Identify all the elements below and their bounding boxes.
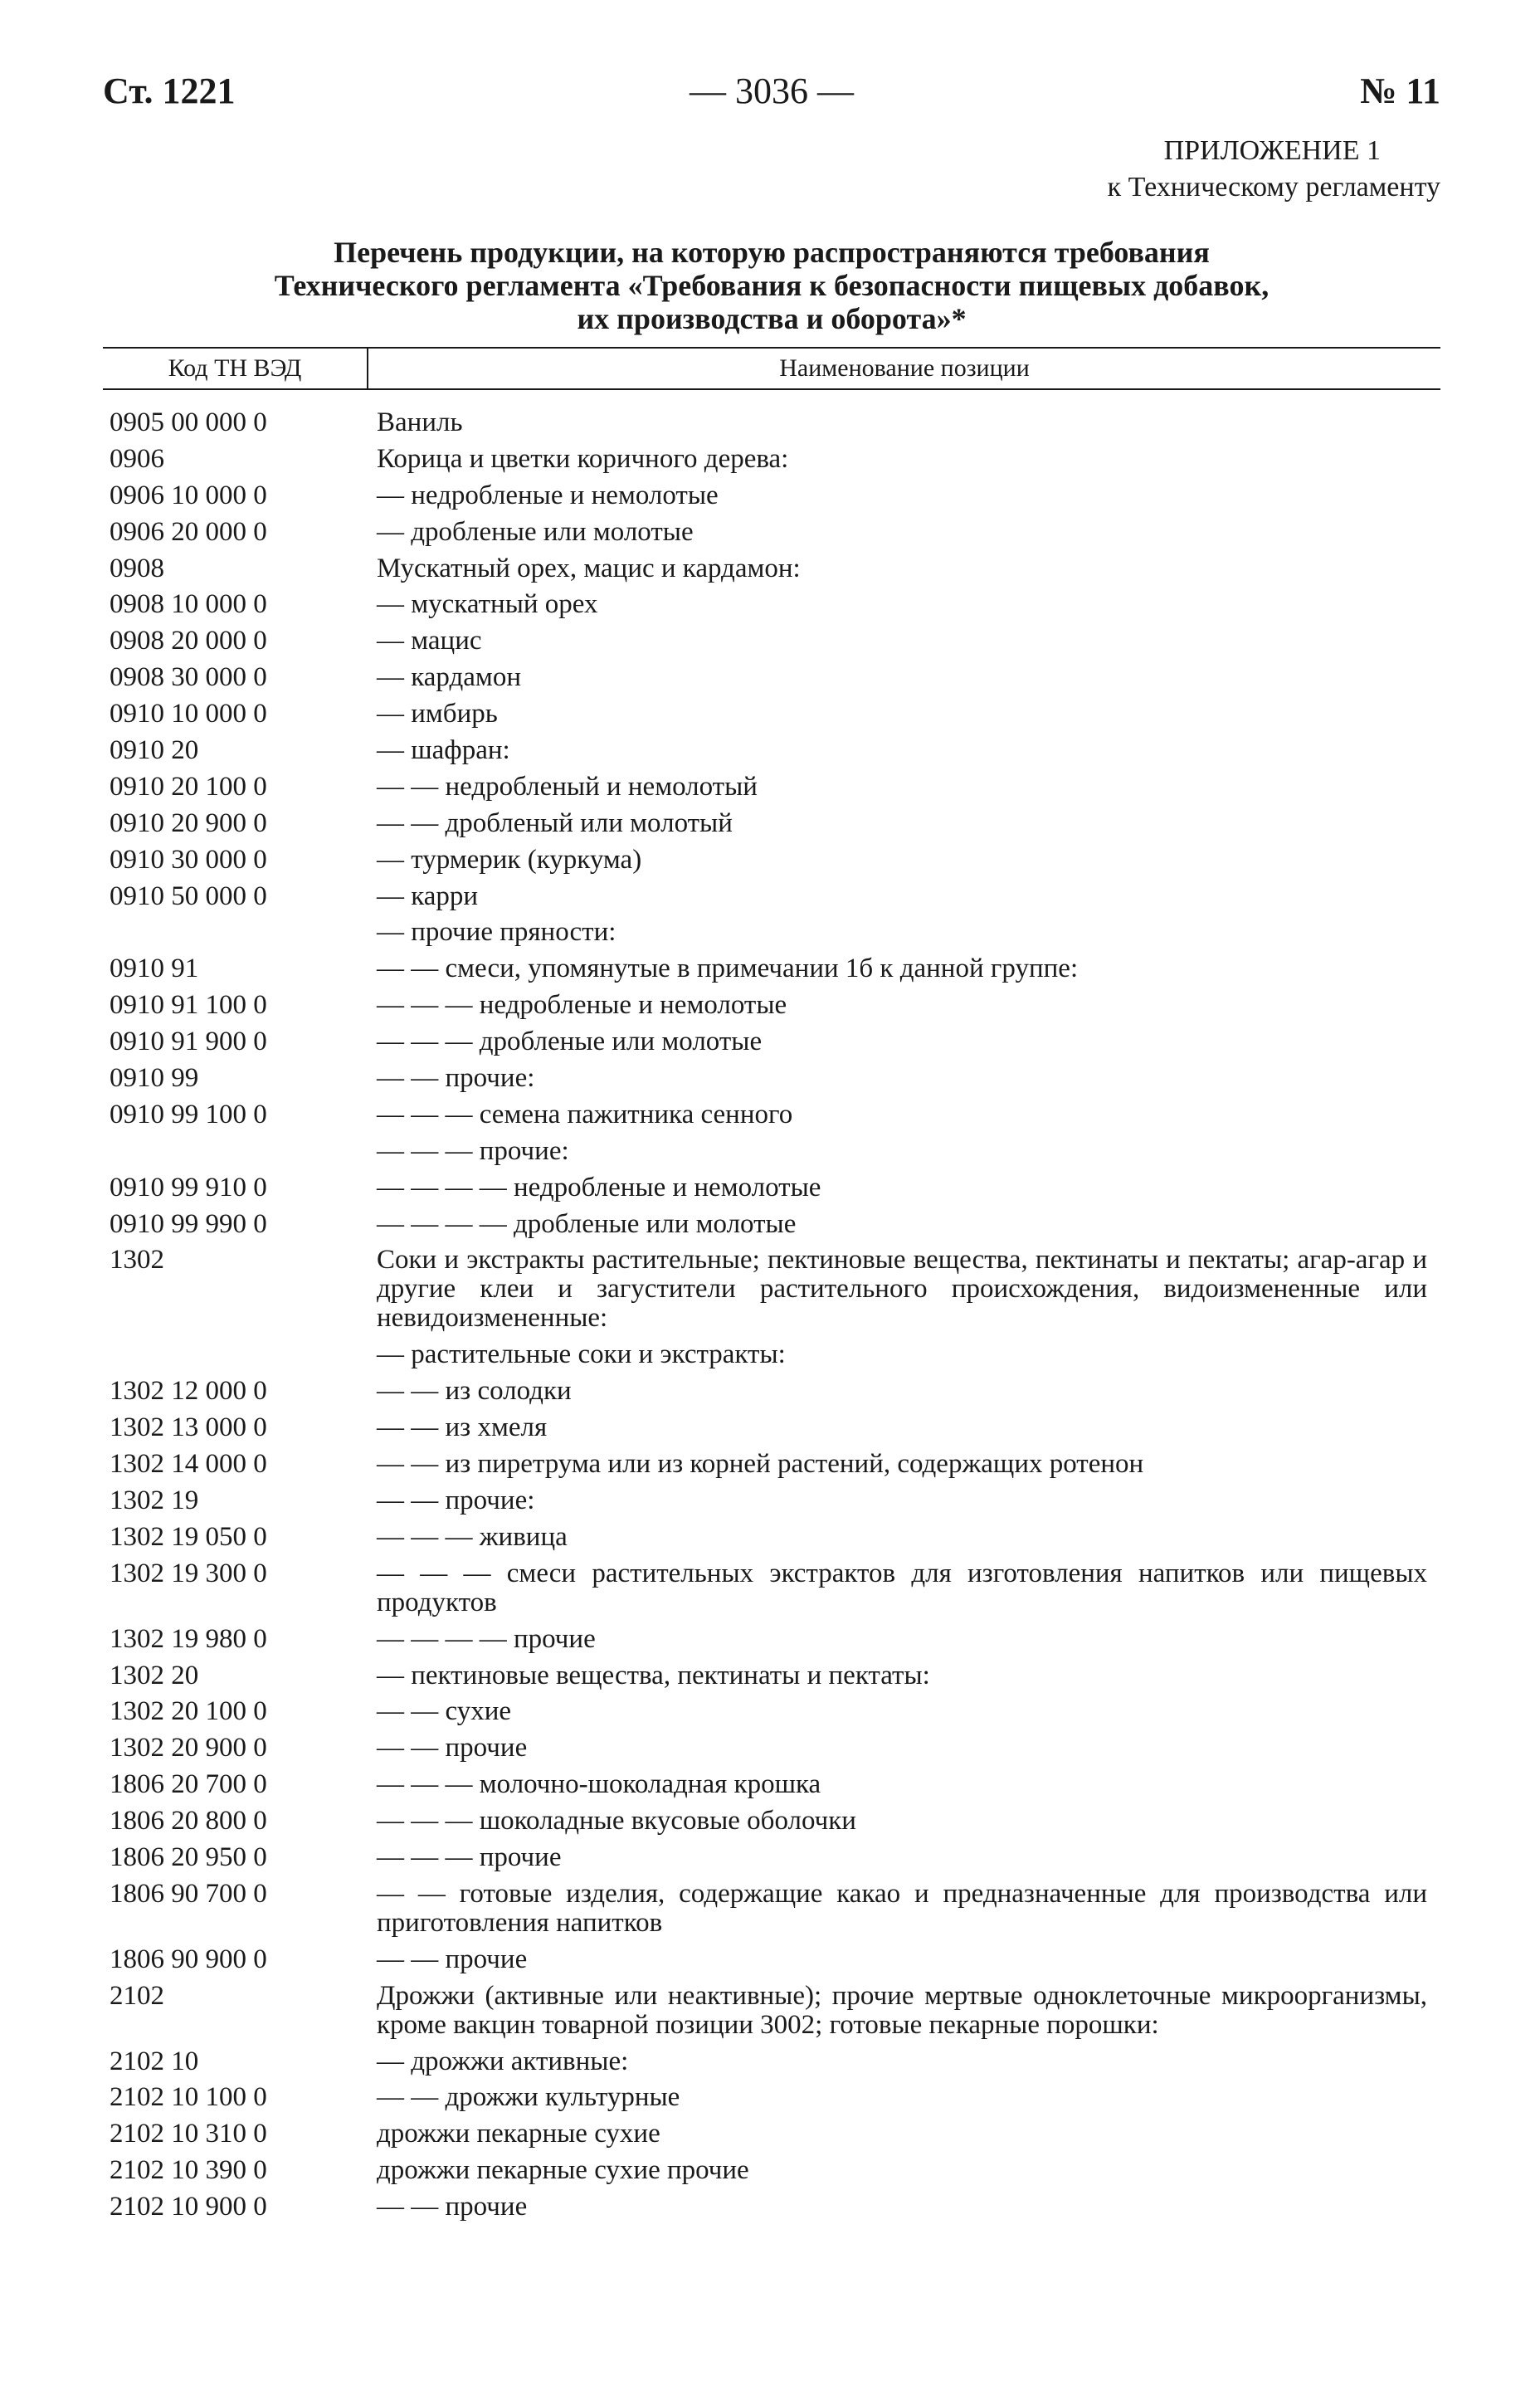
position-name: дрожжи пекарные сухие	[377, 2119, 660, 2149]
table-row	[110, 2083, 1440, 2112]
table-row	[110, 1843, 1440, 1872]
table-row	[110, 918, 1440, 947]
position-name: — имбирь	[377, 699, 498, 729]
position-name: — недробленые и немолотые	[377, 480, 719, 510]
position-name: — — прочие	[377, 1733, 528, 1763]
position-name: — — — прочие	[377, 1841, 562, 1872]
table-row	[110, 445, 1440, 474]
hs-code: 0910 20 100 0	[110, 771, 267, 802]
table-body	[110, 408, 1440, 2229]
title-line-2: Технического регламента «Требования к безопасности пищевых добавок,	[274, 269, 1270, 302]
table-row	[110, 809, 1440, 838]
column-header-code: Код ТН ВЭД	[103, 349, 368, 388]
hs-code: 0910 99 910 0	[110, 1172, 267, 1202]
hs-code: 1806 20 700 0	[110, 1769, 267, 1800]
table-row	[110, 1100, 1440, 1129]
position-name: — — из солодки	[377, 1376, 572, 1407]
table-row	[110, 1982, 1440, 2040]
hs-code: 2102 10 900 0	[110, 2192, 267, 2222]
position-name: — прочие пряности:	[377, 917, 616, 948]
position-name: — — прочие	[377, 1944, 528, 1974]
hs-code: 1806 20 950 0	[110, 1841, 267, 1872]
hs-code: 2102 10	[110, 2046, 199, 2076]
table-row	[110, 2047, 1440, 2076]
hs-code: 0910 91 900 0	[110, 1027, 267, 1057]
table-row	[110, 1377, 1440, 1406]
appendix-subtitle: к Техническому регламенту	[1107, 172, 1440, 202]
table-row	[110, 1486, 1440, 1515]
position-name: — — — семена пажитника сенного	[377, 1099, 793, 1129]
hs-code: 0910 20	[110, 735, 199, 766]
position-name: — — из хмеля	[377, 1412, 548, 1443]
table-row	[110, 1625, 1440, 1654]
position-name: — турмерик (куркума)	[377, 844, 642, 875]
position-name: — — готовые изделия, содержащие какао и предназначенные для производства или приготовления напитков	[377, 1878, 1427, 1938]
table-row	[110, 736, 1440, 765]
article-number: Ст. 1221	[103, 71, 236, 111]
position-name: — карри	[377, 880, 479, 911]
table-row	[110, 1880, 1440, 1938]
hs-code: 0910 91 100 0	[110, 990, 267, 1021]
hs-code: 1302 12 000 0	[110, 1376, 267, 1407]
hs-code: 1806 20 800 0	[110, 1806, 267, 1837]
position-name: — — дрожжи культурные	[377, 2082, 680, 2113]
page-number: — 3036 —	[690, 71, 854, 111]
table-row	[110, 846, 1440, 875]
table-row	[110, 1661, 1440, 1690]
position-name: — — — дробленые или молотые	[377, 1027, 763, 1057]
table-row	[110, 882, 1440, 911]
position-name: — — — недробленые и немолотые	[377, 990, 787, 1021]
table-row	[110, 991, 1440, 1020]
position-name: — дробленые или молотые	[377, 516, 694, 547]
appendix-title: ПРИЛОЖЕНИЕ 1	[1163, 135, 1381, 166]
hs-code: 1302 20	[110, 1660, 199, 1690]
hs-code: 0908 30 000 0	[110, 662, 267, 693]
hs-code: 0910 91	[110, 954, 199, 984]
table-row	[110, 1137, 1440, 1166]
table-row	[110, 663, 1440, 692]
table-row	[110, 590, 1440, 619]
hs-code: 0908 20 000 0	[110, 626, 267, 656]
hs-code: 0910 99 990 0	[110, 1208, 267, 1239]
hs-code: 1302 19 980 0	[110, 1623, 267, 1654]
hs-code: 1806 90 900 0	[110, 1944, 267, 1974]
position-name: — — — шоколадные вкусовые оболочки	[377, 1806, 856, 1837]
table-row	[110, 1450, 1440, 1479]
position-name: Корица и цветки коричного дерева:	[377, 443, 789, 474]
hs-code: 1302 19 300 0	[110, 1558, 267, 1588]
table-row	[110, 1210, 1440, 1239]
position-name: — — недробленый и немолотый	[377, 771, 758, 802]
position-name: — — прочие:	[377, 1485, 535, 1515]
table-row	[110, 1173, 1440, 1202]
hs-code: 1302 20 100 0	[110, 1696, 267, 1727]
position-name: — — — молочно-шоколадная крошка	[377, 1769, 821, 1800]
table-row	[110, 627, 1440, 656]
hs-code: 0910 99 100 0	[110, 1099, 267, 1129]
position-name: — пектиновые вещества, пектинаты и пектаты:	[377, 1660, 930, 1690]
hs-code: 0905 00 000 0	[110, 407, 267, 437]
table-row	[110, 1413, 1440, 1442]
appendix-label	[1108, 133, 1440, 206]
hs-code: 1302 14 000 0	[110, 1449, 267, 1480]
table-row	[110, 554, 1440, 583]
hs-code: 1302 13 000 0	[110, 1412, 267, 1443]
hs-code: 0910 10 000 0	[110, 699, 267, 729]
position-name: Мускатный орех, мацис и кардамон:	[377, 553, 801, 583]
hs-code: 0906	[110, 443, 164, 474]
hs-code: 1302	[110, 1245, 164, 1276]
table-row	[110, 1523, 1440, 1552]
hs-code: 2102 10 100 0	[110, 2082, 267, 2113]
hs-code: 2102	[110, 1980, 164, 2011]
position-name: Соки и экстракты растительные; пектиновые вещества, пектинаты и пектаты; агар-агар и другие клеи и загустители растительного происхождения, видоизмененные или невидоизмененные:	[377, 1245, 1427, 1334]
position-name: — — дробленый или молотый	[377, 807, 733, 838]
position-name: — — — — прочие	[377, 1623, 596, 1654]
table-row	[110, 408, 1440, 437]
position-name: — — смеси, упомянутые в примечании 1б к данной группе:	[377, 954, 1079, 984]
table-row	[110, 518, 1440, 547]
table-row	[110, 1770, 1440, 1799]
hs-code: 1302 19 050 0	[110, 1521, 267, 1552]
hs-code: 1302 19	[110, 1485, 199, 1515]
position-name: — растительные соки и экстракты:	[377, 1339, 786, 1370]
hs-code: 0908	[110, 553, 164, 583]
table-row	[110, 1807, 1440, 1836]
running-head	[103, 70, 1440, 120]
position-name: — — — — недробленые и немолотые	[377, 1172, 821, 1202]
hs-code: 1302 20 900 0	[110, 1733, 267, 1763]
table-row	[110, 1734, 1440, 1763]
position-name: — — — — дробленые или молотые	[377, 1208, 797, 1239]
table-row	[110, 1246, 1440, 1333]
position-name: Дрожжи (активные или неактивные); прочие мертвые одноклеточные микроорганизмы, кроме вакцин товарной позиции 3002; готовые пекарные порошки:	[377, 1980, 1427, 2040]
table-row	[110, 1340, 1440, 1369]
table-header	[103, 347, 1440, 390]
table-row	[110, 1559, 1440, 1617]
position-name: — мускатный орех	[377, 589, 598, 620]
hs-code: 2102 10 310 0	[110, 2119, 267, 2149]
position-name: — — — живица	[377, 1521, 568, 1552]
hs-code: 2102 10 390 0	[110, 2155, 267, 2186]
issue-number: № 11	[1360, 71, 1440, 111]
document-page	[103, 0, 1440, 2400]
position-name: — мацис	[377, 626, 482, 656]
position-name: — — — смеси растительных экстрактов для изготовления напитков или пищевых продуктов	[377, 1558, 1427, 1617]
hs-code: 0906 10 000 0	[110, 480, 267, 510]
title-line-1: Перечень продукции, на которую распространяются требования	[334, 236, 1210, 269]
hs-code: 0910 30 000 0	[110, 844, 267, 875]
column-header-name: Наименование позиции	[779, 354, 1030, 382]
position-name: — кардамон	[377, 662, 521, 693]
table-row	[110, 2120, 1440, 2149]
hs-code: 0910 20 900 0	[110, 807, 267, 838]
table-row	[110, 700, 1440, 729]
hs-code: 0906 20 000 0	[110, 516, 267, 547]
table-row	[110, 1027, 1440, 1056]
position-name: Ваниль	[377, 407, 463, 437]
hs-code: 1806 90 700 0	[110, 1878, 267, 1909]
position-name: — — из пиретрума или из корней растений, содержащих ротенон	[377, 1449, 1144, 1480]
hs-code: 0910 99	[110, 1063, 199, 1094]
table-row	[110, 954, 1440, 983]
table-row	[110, 1064, 1440, 1093]
table-row	[110, 2193, 1440, 2222]
table-row	[110, 1697, 1440, 1726]
document-title	[103, 236, 1440, 335]
table-row	[110, 773, 1440, 802]
position-name: — — — прочие:	[377, 1135, 569, 1166]
position-name: дрожжи пекарные сухие прочие	[377, 2155, 749, 2186]
table-row	[110, 1945, 1440, 1974]
hs-code: 0910 50 000 0	[110, 880, 267, 911]
position-name: — — прочие:	[377, 1063, 535, 1094]
table-row	[110, 2156, 1440, 2185]
table-row	[110, 481, 1440, 510]
position-name: — дрожжи активные:	[377, 2046, 629, 2076]
position-name: — — прочие	[377, 2192, 528, 2222]
position-name: — — сухие	[377, 1696, 512, 1727]
hs-code: 0908 10 000 0	[110, 589, 267, 620]
position-name: — шафран:	[377, 735, 510, 766]
title-line-3: их производства и оборота»*	[577, 302, 967, 335]
